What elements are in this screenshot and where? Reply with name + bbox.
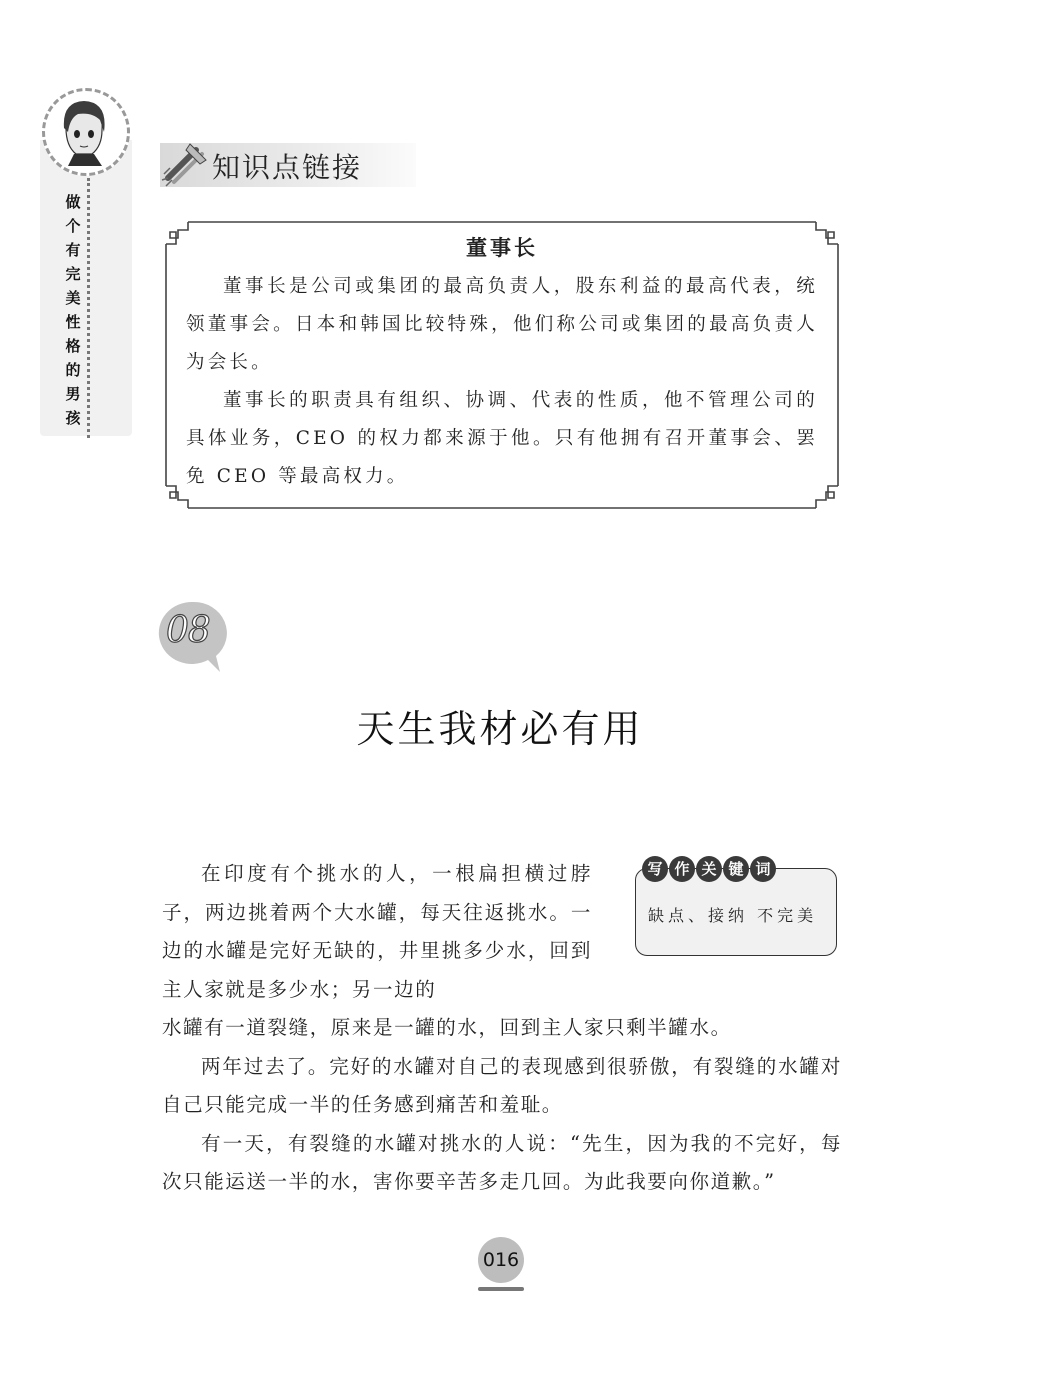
box-title: 董事长 (466, 235, 538, 260)
chapter-number: 08 (166, 610, 210, 651)
side-vertical-title: 做 个 有 完 美 性 格 的 男 孩 (65, 193, 81, 427)
body-paragraph: 在印度有个挑水的人，一根扁担横过脖子，两边挑着两个大水罐，每天往返挑水。一边的水罐是完好无缺的，井里挑多少水，回到主人家就是多少水；另一边的 (162, 862, 592, 1001)
scroll-icon (160, 134, 216, 190)
chapter-title: 天生我材必有用 (356, 707, 644, 751)
knowledge-paragraph: 董事长是公司或集团的最高负责人，股东利益的最高代表，统领董事会。日本和韩国比较特殊，他们称公司或集团的最高负责人为会长。 (186, 276, 818, 373)
body-paragraph: 水罐有一道裂缝，原来是一罐的水，回到主人家只剩半罐水。 (162, 1016, 732, 1039)
side-dotted-line (87, 178, 90, 438)
knowledge-text (186, 268, 818, 496)
body-text (162, 1009, 842, 1202)
keyword-label: 写 作 关 键 词 (642, 856, 776, 882)
side-strip (40, 140, 132, 436)
body-paragraph: 两年过去了。完好的水罐对自己的表现感到很骄傲，有裂缝的水罐对自己只能完成一半的任务感到痛苦和羞耻。 (162, 1054, 842, 1116)
knowledge-title: 知识点链接 (212, 151, 363, 184)
body-paragraph: 有一天，有裂缝的水罐对挑水的人说：“先生，因为我的不完好，每次只能运送一半的水，害你要辛苦多走几回。为此我要向你道歉。” (162, 1131, 842, 1193)
body-text-wrapped (162, 855, 592, 1009)
boy-avatar-icon (58, 98, 110, 166)
keyword-text: 缺点、接纳 不完美 (648, 906, 818, 925)
page-number: 016 (482, 1249, 520, 1271)
page-number-underline (478, 1287, 524, 1291)
knowledge-paragraph: 董事长的职责具有组织、协调、代表的性质，他不管理公司的具体业务，CEO 的权力都来源于他。只有他拥有召开董事会、罢免 CEO 等最高权力。 (186, 390, 818, 487)
